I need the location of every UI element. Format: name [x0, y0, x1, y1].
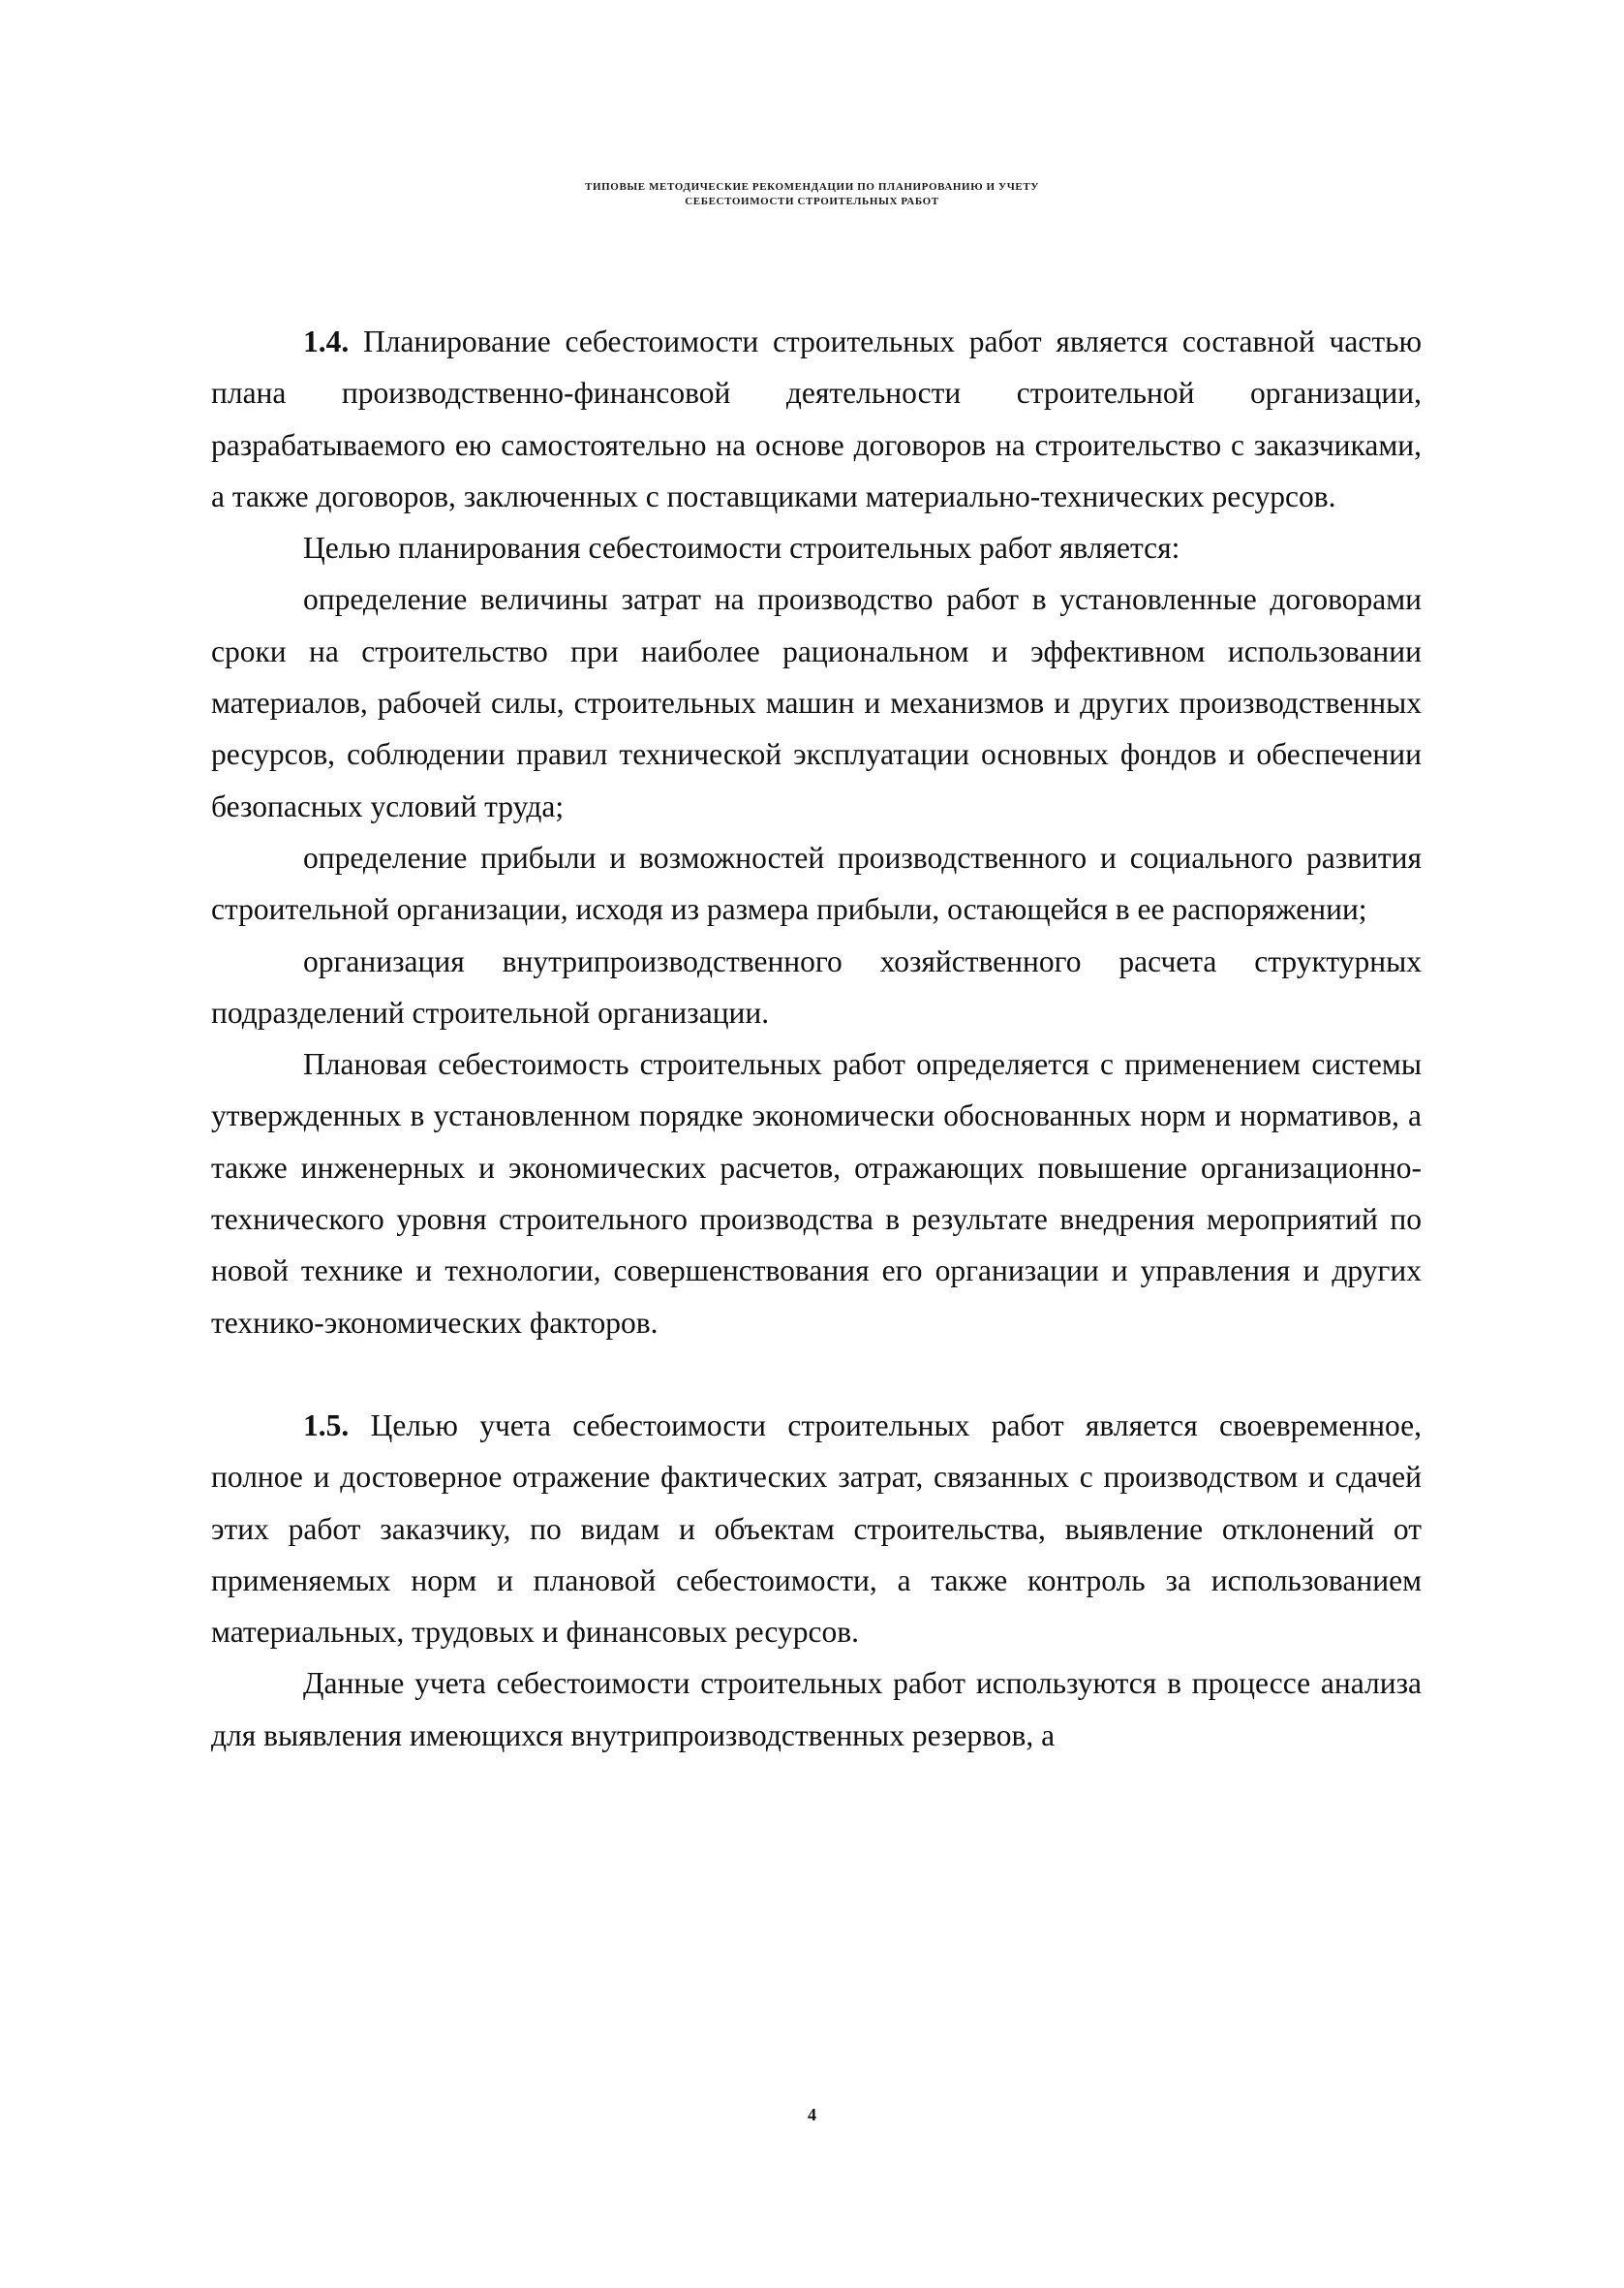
paragraph-goal-planning: Целью планирования себестоимости строительных работ является: — [303, 531, 1180, 566]
section-number-1-5: 1.5. — [303, 1407, 350, 1442]
paragraph-1-4-text: Планирование себестоимости строительных работ является составной частью плана производственно-финансовой деятельности строительной организации, разрабатываемого ею самостоятельно на основе договоров на строительство с заказчиками, а также договоров, заключенных с поставщиками материально-технических ресурсов. — [211, 325, 1422, 513]
paragraph-planned-cost: Плановая себестоимость строительных работ определяется с применением системы утвержденных в установленном порядке экономически обоснованных норм и нормативов, а также инженерных и экономических расчетов, отражающих повышение организационно-технического уровня строительного производства в результате внедрения мероприятий по новой технике и технологии, совершенствования его организации и управления и других технико-экономических факторов. — [211, 1047, 1422, 1340]
header-line-1: ТИПОВЫЕ МЕТОДИЧЕСКИЕ РЕКОМЕНДАЦИИ ПО ПЛАНИРОВАНИЮ И УЧЕТУ — [585, 181, 1039, 193]
header-line-2: СЕБЕСТОИМОСТИ СТРОИТЕЛЬНЫХ РАБОТ — [685, 196, 939, 207]
paragraph-list-item-1: определение величины затрат на производство работ в установленные договорами сроки на строительство при наиболее рациональном и эффективном использовании материалов, рабочей силы, строительных машин и механизмов и других производственных ресурсов, соблюдении правил технической эксплуатации основных фондов и обеспечении безопасных условий труда; — [211, 582, 1422, 823]
section-number-1-4: 1.4. — [303, 325, 350, 358]
body-text — [211, 316, 1422, 1761]
paragraph-list-item-2: определение прибыли и возможностей производственного и социального развития строительной организации, исходя из размера прибыли, остающейся в ее распоряжении; — [211, 840, 1422, 927]
paragraph-1-4 — [211, 316, 1422, 522]
page-number: 4 — [808, 2105, 816, 2124]
paragraph-accounting-data: Данные учета себестоимости строительных работ используются в процессе анализа для выявления имеющихся внутрипроизводственных резервов, а — [211, 1666, 1422, 1752]
paragraph-1-5 — [211, 1400, 1422, 1657]
paragraph-1-5-text: Целью учета себестоимости строительных работ является своевременное, полное и достоверное отражение фактических затрат, связанных с производством и сдачей этих работ заказчику, по видам и объектам строительства, выявление отклонений от применяемых норм и плановой себестоимости, а также контроль за использованием материальных, трудовых и финансовых ресурсов. — [211, 1407, 1422, 1650]
paragraph-list-item-3: организация внутрипроизводственного хозяйственного расчета структурных подразделений строительной организации. — [211, 943, 1422, 1030]
